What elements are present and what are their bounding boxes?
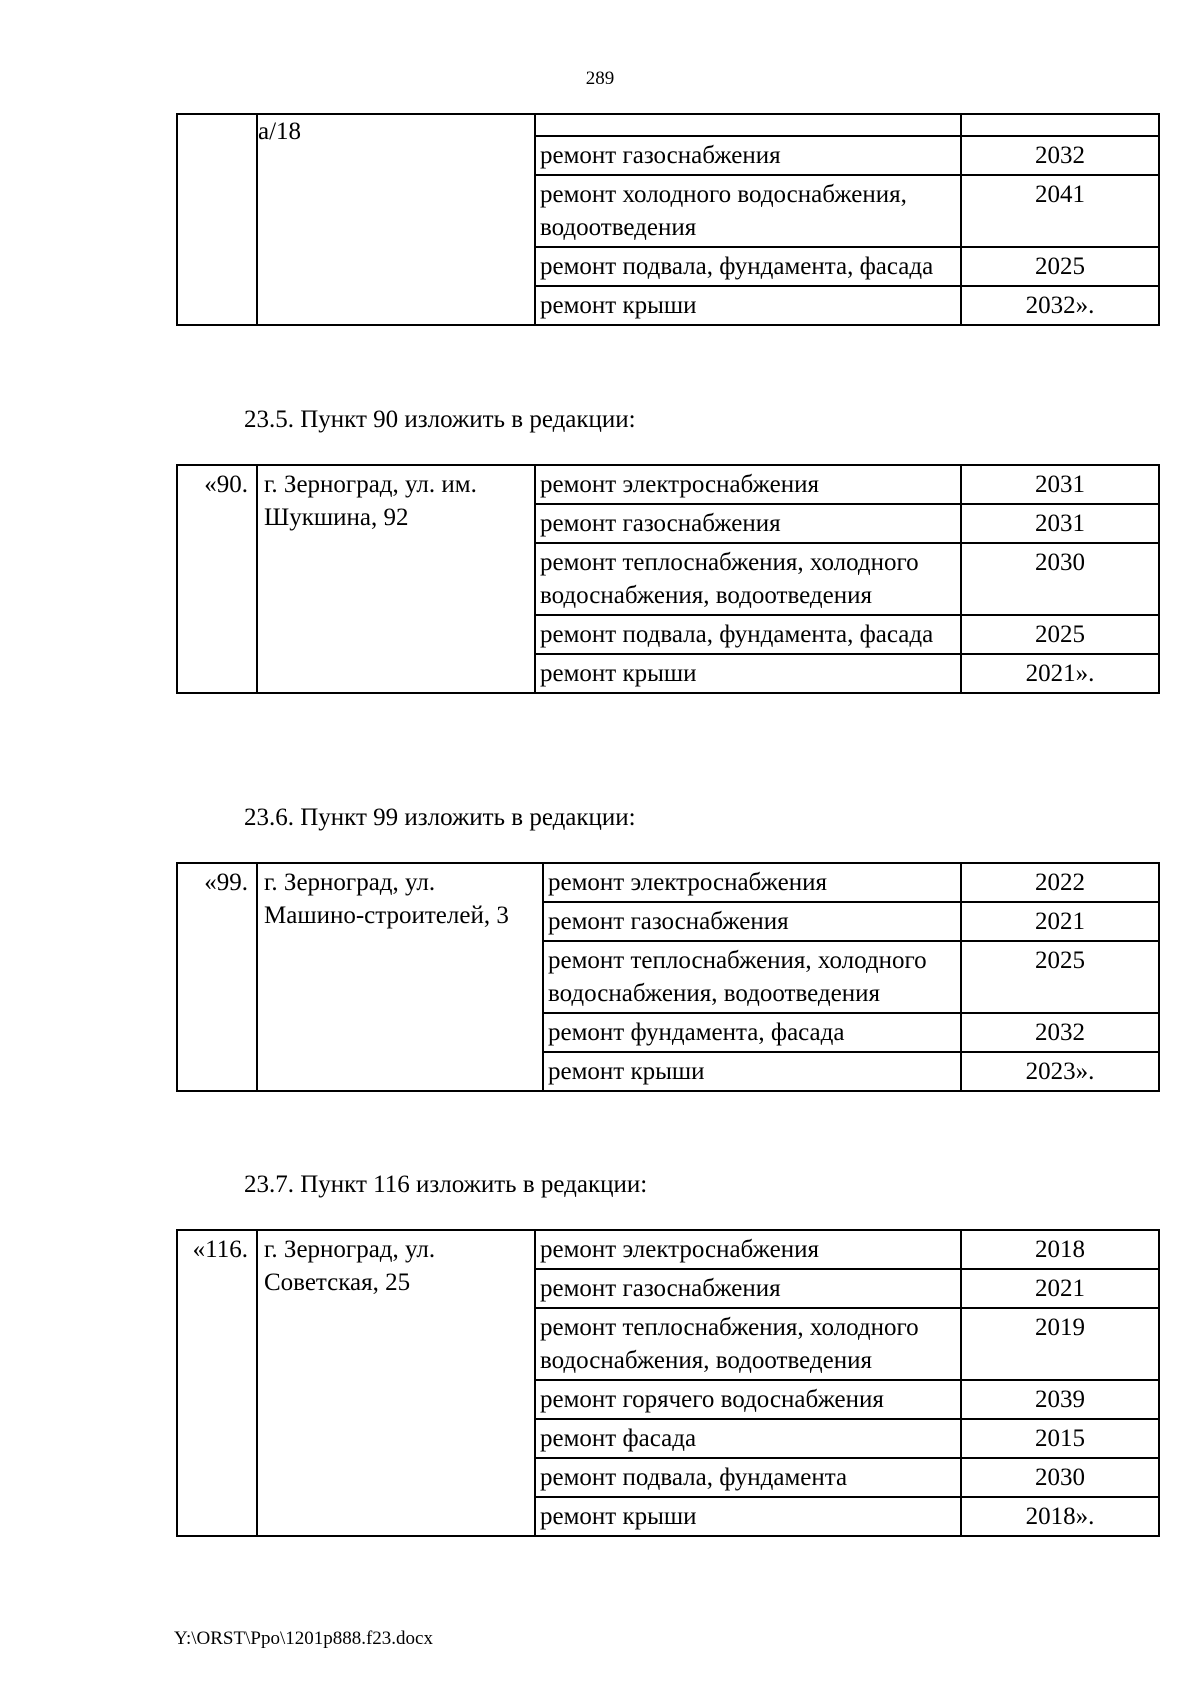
year-cell: 2039 xyxy=(961,1380,1159,1419)
work-cell: ремонт крыши xyxy=(535,286,961,325)
year-cell: 2022 xyxy=(961,863,1159,902)
item-number-cell xyxy=(177,114,257,325)
year-cell: 2030 xyxy=(961,1458,1159,1497)
year-cell: 2025 xyxy=(961,615,1159,654)
year-cell: 2023». xyxy=(961,1052,1159,1091)
year-cell: 2031 xyxy=(961,465,1159,504)
year-cell: 2041 xyxy=(961,175,1159,247)
work-cell: ремонт газоснабжения xyxy=(543,902,961,941)
work-cell: ремонт газоснабжения xyxy=(535,504,961,543)
table-item-116 xyxy=(176,1229,1160,1537)
year-cell: 2018 xyxy=(961,1230,1159,1269)
page-number: 289 xyxy=(585,68,615,89)
year-cell: 2019 xyxy=(961,1308,1159,1380)
year-cell xyxy=(961,114,1159,136)
year-cell: 2032 xyxy=(961,136,1159,175)
address-cell: а/18 xyxy=(257,114,535,325)
work-cell: ремонт теплоснабжения, холодного водоснабжения, водоотведения xyxy=(535,543,961,615)
year-cell: 2025 xyxy=(961,941,1159,1013)
work-cell: ремонт крыши xyxy=(535,654,961,693)
table-row xyxy=(177,1230,1159,1269)
work-cell: ремонт электроснабжения xyxy=(535,465,961,504)
year-cell: 2030 xyxy=(961,543,1159,615)
table-item-99 xyxy=(176,862,1160,1092)
paragraph-23-7: 23.7. Пункт 116 изложить в редакции: xyxy=(244,1171,648,1198)
table-item-90 xyxy=(176,464,1160,694)
work-cell xyxy=(535,114,961,136)
year-cell: 2021 xyxy=(961,902,1159,941)
year-cell: 2018». xyxy=(961,1497,1159,1536)
work-cell: ремонт теплоснабжения, холодного водоснабжения, водоотведения xyxy=(535,1308,961,1380)
year-cell: 2021 xyxy=(961,1269,1159,1308)
item-number-cell: «90. xyxy=(177,465,257,693)
year-cell: 2032». xyxy=(961,286,1159,325)
work-cell: ремонт крыши xyxy=(535,1497,961,1536)
work-cell: ремонт электроснабжения xyxy=(543,863,961,902)
address-cell: г. Зерноград, ул. Машино-строителей, 3 xyxy=(257,863,543,1091)
work-cell: ремонт подвала, фундамента, фасада xyxy=(535,247,961,286)
address-cell: г. Зерноград, ул. им. Шукшина, 92 xyxy=(257,465,535,693)
item-number-cell: «116. xyxy=(177,1230,257,1536)
year-cell: 2031 xyxy=(961,504,1159,543)
file-path-footer: Y:\ORST\Ppo\1201p888.f23.docx xyxy=(174,1628,433,1649)
work-cell: ремонт горячего водоснабжения xyxy=(535,1380,961,1419)
year-cell: 2025 xyxy=(961,247,1159,286)
work-cell: ремонт крыши xyxy=(543,1052,961,1091)
year-cell: 2021». xyxy=(961,654,1159,693)
work-cell: ремонт фасада xyxy=(535,1419,961,1458)
work-cell: ремонт газоснабжения xyxy=(535,136,961,175)
work-cell: ремонт теплоснабжения, холодного водоснабжения, водоотведения xyxy=(543,941,961,1013)
work-cell: ремонт подвала, фундамента xyxy=(535,1458,961,1497)
table-row xyxy=(177,863,1159,902)
year-cell: 2015 xyxy=(961,1419,1159,1458)
work-cell: ремонт газоснабжения xyxy=(535,1269,961,1308)
work-cell: ремонт подвала, фундамента, фасада xyxy=(535,615,961,654)
table-row xyxy=(177,465,1159,504)
work-cell: ремонт фундамента, фасада xyxy=(543,1013,961,1052)
address-cell: г. Зерноград, ул. Советская, 25 xyxy=(257,1230,535,1536)
work-cell: ремонт холодного водоснабжения, водоотведения xyxy=(535,175,961,247)
work-cell: ремонт электроснабжения xyxy=(535,1230,961,1269)
year-cell: 2032 xyxy=(961,1013,1159,1052)
paragraph-23-5: 23.5. Пункт 90 изложить в редакции: xyxy=(244,406,636,433)
item-number-cell: «99. xyxy=(177,863,257,1091)
table-continuation xyxy=(176,113,1160,326)
paragraph-23-6: 23.6. Пункт 99 изложить в редакции: xyxy=(244,804,636,831)
